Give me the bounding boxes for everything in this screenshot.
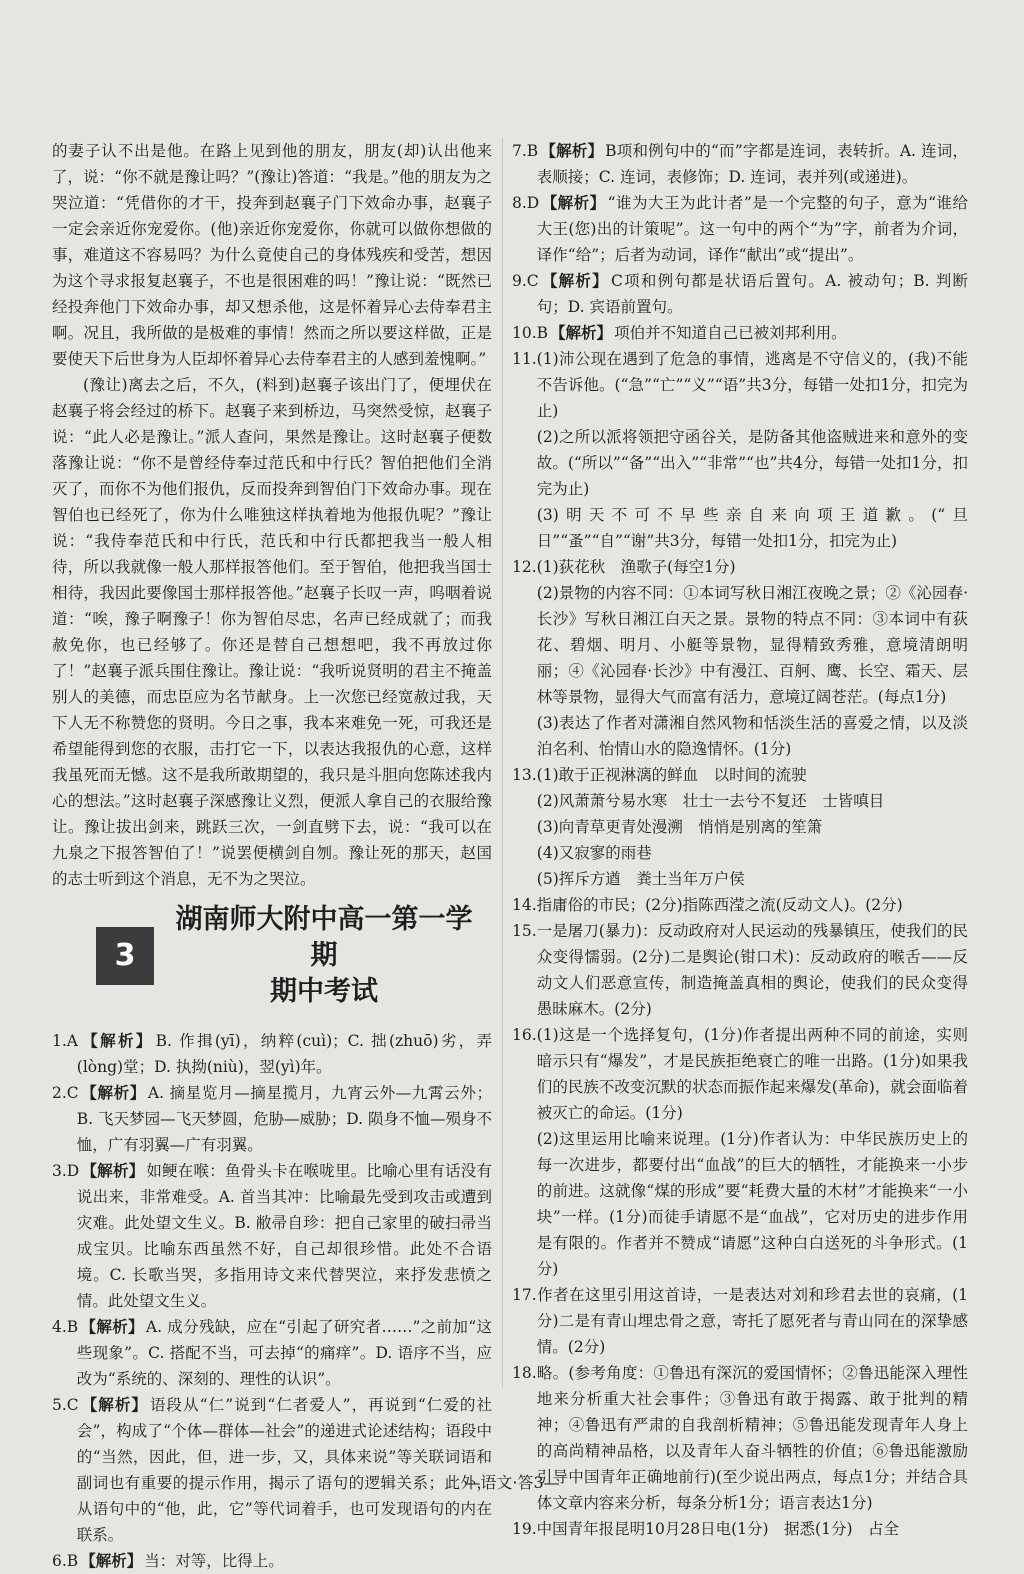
answer-item (512, 190, 968, 268)
answer-number: 7.B (512, 142, 539, 160)
answer-number: 13. (512, 766, 537, 784)
answer-text: (1)敢于正视淋漓的鲜血 以时间的流驶 (536, 766, 807, 784)
answer-item (512, 554, 968, 580)
answer-number: 6.B (52, 1552, 79, 1570)
section-number: 3 (96, 927, 154, 985)
answer-number: 4.B (52, 1318, 79, 1336)
answer-subitem: (3)向青草更青处漫溯 悄悄是别离的笙箫 (536, 818, 823, 836)
answer-number: 8.D (512, 194, 540, 212)
answer-text: 当：对等，比得上。 (144, 1552, 284, 1570)
analysis-tag: 【解析】 (80, 1395, 148, 1414)
section-title (174, 902, 474, 1010)
answer-text: B. 作揖(yī)，纳粹(cuì)；C. 拙(zhuō)劣，弄(lòng)堂；D. 执拗(niù)，翌(yì)年。 (76, 1032, 492, 1076)
analysis-tag: 【解析】 (81, 1161, 145, 1180)
answer-item (52, 1548, 492, 1574)
answer-text: 一是屠刀(暴力)：反动政府对人民运动的残暴镇压，使我们的民众变得懦弱。(2分)二是舆论(钳口术)：反动政府的喉舌——反动文人们恶意宣传，制造掩盖真相的舆论，使我们的民众变得愚昧麻木。(2分) (536, 922, 968, 1018)
answer-text: 作者在这里引用这首诗，一是表达对刘和珍君去世的哀痛，(1分)二是有青山埋忠骨之意，寄托了愿死者与青山同在的深挚感情。(2分) (536, 1286, 968, 1356)
analysis-tag: 【解析】 (550, 323, 613, 342)
section-title-line2: 期中考试 (270, 976, 378, 1007)
answer-text: A. 成分残缺，应在“引起了研究者……”之前加“这些现象”。C. 搭配不当，可去掉“的痛痒”。D. 语序不当，应改为“系统的、深刻的、理性的认识”。 (76, 1318, 492, 1388)
answer-item (512, 892, 968, 918)
answer-item (512, 762, 968, 788)
answer-number: 5.C (52, 1396, 79, 1414)
right-answer-list (512, 138, 968, 1542)
answer-item (512, 320, 968, 346)
answer-item (512, 1282, 968, 1360)
answer-item (52, 1314, 492, 1392)
answer-text: (1)沛公现在遇到了危急的事情，逃离是不守信义的，(我)不能不告诉他。(“急”“亡”“义”“语”共3分，每错一处扣1分，扣完为止) (536, 350, 968, 420)
answer-item (512, 1516, 968, 1542)
answer-item (512, 138, 968, 190)
answer-number: 9.C (512, 272, 539, 290)
answer-subitem: (5)挥斥方遒 粪土当年万户侯 (536, 870, 745, 888)
analysis-tag: 【解析】 (80, 1083, 146, 1102)
answer-text: (1)这是一个选择复句，(1分)作者提出两种不同的前途，实则暗示只有“爆发”，才是民族拒绝衰亡的唯一出路。(1分)如果我们的民族不改变沉默的状态而振作起来爆发(革命)，就会面临着被灭亡的命运。(1分) (536, 1026, 968, 1122)
answer-text: A. 摘星览月—摘星揽月，九宵云外—九霄云外；B. 飞天梦园—飞天梦圆，危胁—威胁；D. 陨身不恤—殒身不恤，广有羽翼—广有羽翼。 (76, 1084, 492, 1154)
answer-subitem: (4)又寂寥的雨巷 (536, 844, 652, 862)
answer-subitem: (2)这里运用比喻来说理。(1分)作者认为：中华民族历史上的每一次进步，都要付出“血战”的巨大的牺牲，才能换来一小步的前进。这就像“煤的形成”要“耗费大量的木材”才能换来“一小块”一样。(1分)而徒手请愿不是“血战”，它对历史的进步作用是有限的。作者并不赞成“请愿”这种白白送死的斗争形式。(1分) (536, 1130, 968, 1278)
answer-subitem: (3)表达了作者对潇湘自然风物和恬淡生活的喜爱之情，以及淡泊名利、怡情山水的隐逸情怀。(1分) (536, 714, 968, 758)
section-header (52, 902, 492, 1010)
answer-text: C项和例句都是状语后置句。A. 被动句；B. 判断句；D. 宾语前置句。 (536, 272, 968, 316)
analysis-tag: 【解析】 (540, 271, 609, 290)
answer-text: 如鲠在喉：鱼骨头卡在喉咙里。比喻心里有话没有说出来，非常难受。A. 首当其冲：比喻最先受到攻击或遭到灾难。此处望文生义。B. 敝帚自珍：把自己家里的破扫帚当成宝贝。比喻东西虽然不好，自己却很珍惜。此处不合语境。C. 长歌当哭，多指用诗文来代替哭泣，来抒发悲愤之情。此处望文生义。 (76, 1162, 492, 1310)
answer-text: 略。(参考角度：①鲁迅有深沉的爱国情怀；②鲁迅能深入理性地来分析重大社会事件；③鲁迅有敢于揭露、敢于批判的精神；④鲁迅有严肃的自我剖析精神；⑤鲁迅能发现青年人身上的高尚精神品格，以及青年人奋斗牺牲的价值；⑥鲁迅能激励引导中国青年正确地前行)(至少说出两点，每点1分；并结合具体文章内容来分析，每条分析1分；语言表达1分) (536, 1364, 968, 1512)
answer-text: B项和例句中的“而”字都是连词，表转折。A. 连词，表顺接；C. 连词，表修饰；D. 连词，表并列(或递进)。 (536, 142, 968, 186)
section-title-line1: 湖南师大附中高一第一学期 (175, 904, 473, 971)
answer-item (512, 1022, 968, 1126)
answer-subitem: (2)景物的内容不同：①本词写秋日湘江夜晚之景；②《沁园春·长沙》写秋日湘江白天之景。景物的特点不同：③本词中有荻花、碧烟、明月、小艇等景物，显得精致秀雅，意境清朗明丽；④《沁园春·长沙》中有漫江、百舸、鹰、长空、霜天、层林等景物，显得大气而富有活力，意境辽阔苍茫。(每点1分) (536, 584, 968, 706)
analysis-tag: 【解析】 (541, 193, 606, 212)
answer-item (512, 346, 968, 424)
answer-number: 19. (512, 1520, 537, 1538)
translation-paragraph-2: (豫让)离去之后，不久，(料到)赵襄子该出门了，便埋伏在赵襄子将会经过的桥下。赵襄子来到桥边，马突然受惊，赵襄子说：“此人必是豫让。”派人查问，果然是豫让。这时赵襄子便数落豫让说：“你不是曾经侍奉过范氏和中行氏？智伯把他们全消灭了，而你不为他们报仇，反而投奔到智伯门下效命办事。现在智伯也已经死了，你为什么唯独这样执着地为他报仇呢？”豫让说：“我侍奉范氏和中行氏，范氏和中行氏都把我当一般人相待，所以我就像一般人那样报答他们。至于智伯，他把我当国士相待，我因此要像国士那样报答他。”赵襄子长叹一声，呜咽着说道：“唉，豫子啊豫子！你为智伯尽忠，名声已经成就了；而我赦免你，也已经够了。你还是替自己想想吧，我不再放过你了！”赵襄子派兵围住豫让。豫让说：“我听说贤明的君主不掩盖别人的美德，而忠臣应为名节献身。上一次您已经宽赦过我，天下人无不称赞您的贤明。今日之事，我本来难免一死，可我还是希望能得到您的衣服，击打它一下，以表达我报仇的心意，这样我虽死而无憾。这不是我所敢期望的，我只是斗胆向您陈述我内心的想法。”这时赵襄子深感豫让义烈，便派人拿自己的衣服给豫让。豫让拔出剑来，跳跃三次，一剑直劈下去，说：“我可以在九泉之下报答智伯了！”说罢便横剑自刎。豫让死的那天，赵国的志士听到这个消息，无不为之哭泣。 (52, 376, 492, 888)
answer-text: 项伯并不知道自己已被刘邦利用。 (614, 324, 847, 342)
answer-number: 18. (512, 1364, 537, 1382)
column-divider (502, 138, 503, 1388)
answer-number: 15. (512, 922, 537, 940)
answer-text: 语段从“仁”说到“仁者爱人”，再说到“仁爱的社会”，构成了“个体—群体—社会”的递进式论述结构；语段中的“当然，因此，但，进一步，又，具体来说”等关联词语和副词也有重要的提示作用，揭示了语句的逻辑关系；此外，从语句中的“他，此，它”等代词着手，也可发现语句的内在联系。 (76, 1396, 492, 1544)
analysis-tag: 【解析】 (79, 1031, 154, 1050)
answer-item (512, 268, 968, 320)
answer-text: 指庸俗的市民；(2分)指陈西滢之流(反动文人)。(2分) (536, 896, 903, 914)
left-column (52, 138, 492, 1574)
answer-text: 中国青年报昆明10月28日电(1分) 据悉(1分) 占全 (536, 1520, 900, 1538)
answer-subitem: (2)风萧萧兮易水寒 壮士一去兮不复还 士皆嗔目 (536, 792, 885, 810)
answer-item (512, 918, 968, 1022)
analysis-tag: 【解析】 (540, 141, 604, 160)
answer-number: 11. (512, 350, 537, 368)
answer-subitem: (2)之所以派将领把守函谷关，是防备其他盗贼进来和意外的变故。(“所以”“备”“出入”“非常”“也”共4分，每错一处扣1分，扣完为止) (536, 428, 968, 498)
answer-number: 14. (512, 896, 537, 914)
answer-number: 16. (512, 1026, 537, 1044)
answer-number: 17. (512, 1286, 537, 1304)
page-footer: —语文·答3— (464, 1473, 560, 1492)
answer-number: 10.B (512, 324, 549, 342)
answer-number: 3.D (52, 1162, 80, 1180)
answer-item (52, 1028, 492, 1080)
analysis-tag: 【解析】 (80, 1317, 144, 1336)
answer-item (52, 1158, 492, 1314)
answer-subitem: (3)明天不可不早些亲自来向项王道歉。(“旦日”“蚤”“自”“谢”共3分，每错一处扣1分，扣完为止) (536, 506, 968, 550)
answer-number: 1.A (52, 1032, 78, 1050)
answer-text: (1)荻花秋 渔歌子(每空1分) (536, 558, 736, 576)
answer-number: 12. (512, 558, 537, 576)
translation-paragraph-1: 的妻子认不出是他。在路上见到他的朋友，朋友(却)认出他来了，说：“你不就是豫让吗？”(豫让)答道：“我是。”他的朋友为之哭泣道：“凭借你的才干，投奔到赵襄子门下效命办事，赵襄子一定会亲近你宠爱你。(他)亲近你宠爱你，你就可以做你想做的事，难道这不容易吗？为什么竟使自己的身体残疾和受苦，想因为这个寻求报复赵襄子，不也是很困难的吗！”豫让说：“既然已经投奔他门下效命办事，却又想杀他，这是怀着异心去侍奉君主啊。况且，我所做的是极难的事情！然而之所以要这样做，正是要使天下后世身为人臣却怀着异心去侍奉君主的人感到羞愧啊。” (52, 142, 492, 368)
analysis-tag: 【解析】 (80, 1551, 143, 1570)
answer-number: 2.C (52, 1084, 79, 1102)
answer-text: “谁为大王为此计者”是一个完整的句子，意为“谁给大王(您)出的计策呢”。这一句中的两个“为”字，前者为介词，译作“给”；后者为动词，译作“献出”或“提出”。 (536, 194, 968, 264)
right-column (512, 138, 968, 1542)
answer-item (52, 1080, 492, 1158)
